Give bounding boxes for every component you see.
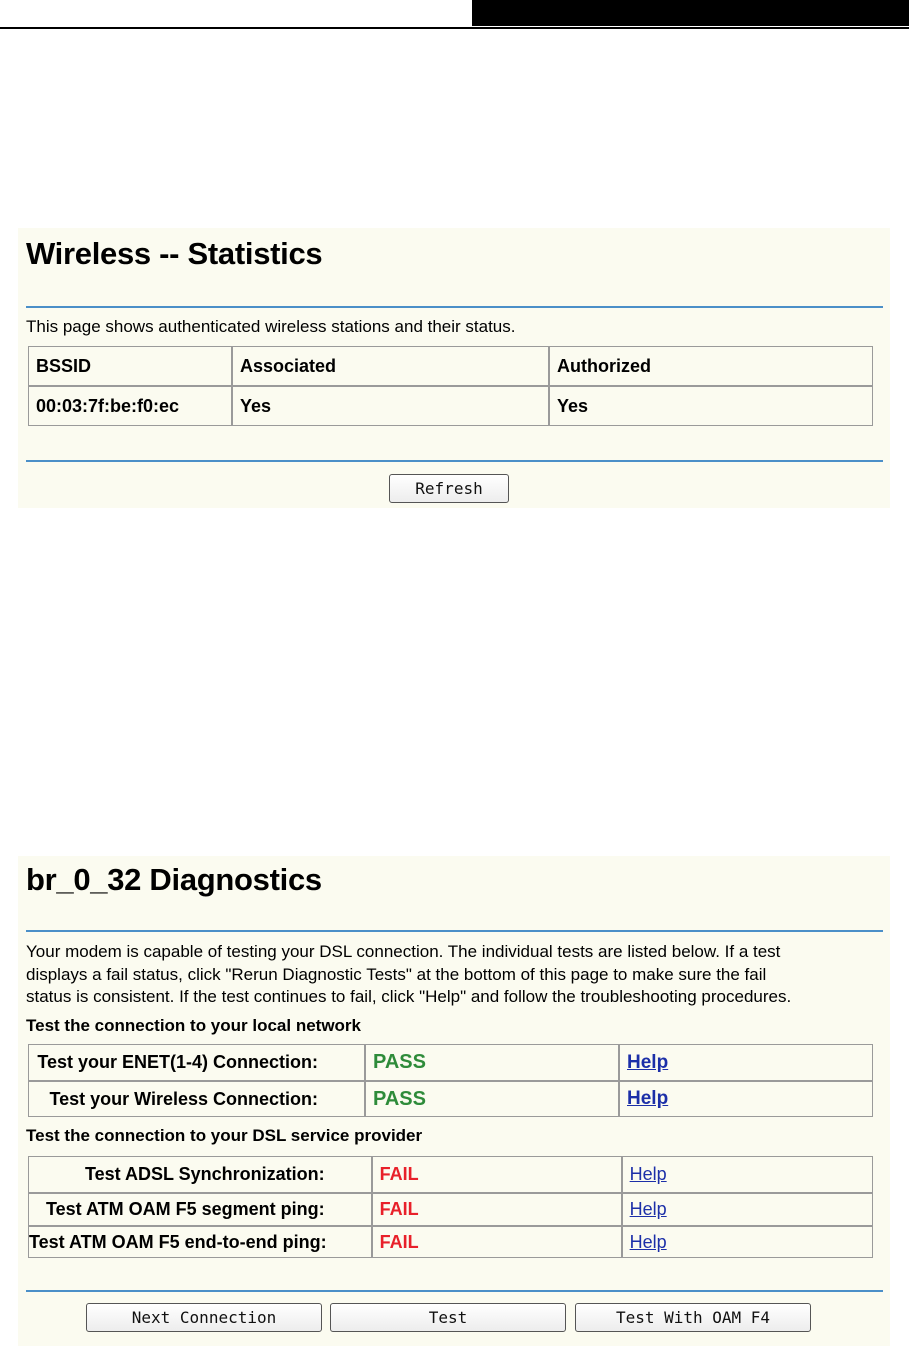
help-cell: [622, 1193, 873, 1226]
test-row: [28, 1081, 873, 1117]
status-f5-segment: [372, 1193, 622, 1226]
column-header-authorized: Authorized: [549, 346, 873, 386]
dsl-tests-table: [28, 1156, 873, 1258]
page-description: This page shows authenticated wireless stations and their status.: [26, 317, 516, 336]
bottom-divider: [26, 460, 883, 462]
page-title: Wireless -- Statistics: [26, 236, 323, 271]
status-wireless: [365, 1081, 619, 1117]
status-enet: [365, 1044, 619, 1081]
test-row: [28, 1226, 873, 1258]
diagnostics-panel: [18, 856, 890, 1346]
column-header-bssid: BSSID: [28, 346, 232, 386]
local-network-section-label: Test the connection to your local network: [26, 1016, 362, 1035]
status-f5-end-to-end: [372, 1226, 622, 1258]
help-link-wireless[interactable]: Help: [627, 1088, 669, 1109]
help-cell: [622, 1226, 873, 1258]
help-link-adsl-sync[interactable]: Help: [629, 1164, 667, 1184]
cell-bssid: 00:03:7f:be:f0:ec: [28, 386, 232, 426]
test-name-enet: Test your ENET(1-4) Connection:: [28, 1044, 365, 1081]
cell-associated: Yes: [232, 386, 549, 426]
test-row: [28, 1044, 873, 1081]
wireless-statistics-panel: [18, 228, 890, 508]
pass-status: PASS: [373, 1051, 426, 1073]
test-row: [28, 1193, 873, 1226]
diagnostics-description: [26, 941, 791, 1009]
next-connection-button[interactable]: Next Connection: [86, 1303, 322, 1332]
help-cell: [622, 1156, 873, 1193]
column-header-associated: Associated: [232, 346, 549, 386]
test-name-adsl-sync: Test ADSL Synchronization:: [28, 1156, 372, 1193]
table-header-row: [28, 346, 873, 386]
test-name-wireless: Test your Wireless Connection:: [28, 1081, 365, 1117]
refresh-button[interactable]: Refresh: [389, 474, 509, 503]
test-button[interactable]: Test: [330, 1303, 566, 1332]
header-black-bar: [472, 0, 909, 26]
test-with-oam-f4-button[interactable]: Test With OAM F4: [575, 1303, 811, 1332]
pass-status: PASS: [373, 1087, 426, 1110]
bottom-divider: [26, 1290, 883, 1292]
help-cell: [619, 1044, 873, 1081]
local-tests-table: [28, 1044, 873, 1117]
title-divider: [26, 930, 883, 932]
title-divider: [26, 306, 883, 308]
fail-status: FAIL: [379, 1164, 419, 1184]
cell-authorized: Yes: [549, 386, 873, 426]
description-line: status is consistent. If the test continues to fail, click "Help" and follow the troubleshooting procedures.: [26, 987, 792, 1006]
description-line: Your modem is capable of testing your DSL connection. The individual tests are listed below. If a test: [26, 942, 781, 961]
help-link-f5-end-to-end[interactable]: Help: [629, 1231, 667, 1252]
test-name-f5-end-to-end: Test ATM OAM F5 end-to-end ping:: [28, 1226, 372, 1258]
header-rule: [0, 27, 909, 29]
description-line: displays a fail status, click "Rerun Diagnostic Tests" at the bottom of this page to make sure the fail: [26, 964, 767, 984]
fail-status: FAIL: [379, 1199, 419, 1219]
help-cell: [619, 1081, 873, 1117]
dsl-section-label: Test the connection to your DSL service provider: [26, 1126, 423, 1145]
help-link-f5-segment[interactable]: Help: [629, 1199, 667, 1219]
help-link-enet[interactable]: Help: [627, 1051, 669, 1073]
fail-status: FAIL: [379, 1231, 419, 1252]
status-adsl-sync: [372, 1156, 622, 1193]
test-name-f5-segment: Test ATM OAM F5 segment ping:: [28, 1193, 372, 1226]
test-row: [28, 1156, 873, 1193]
diagnostics-title: br_0_32 Diagnostics: [26, 862, 322, 897]
table-row: [28, 386, 873, 426]
stations-table: [28, 346, 873, 426]
